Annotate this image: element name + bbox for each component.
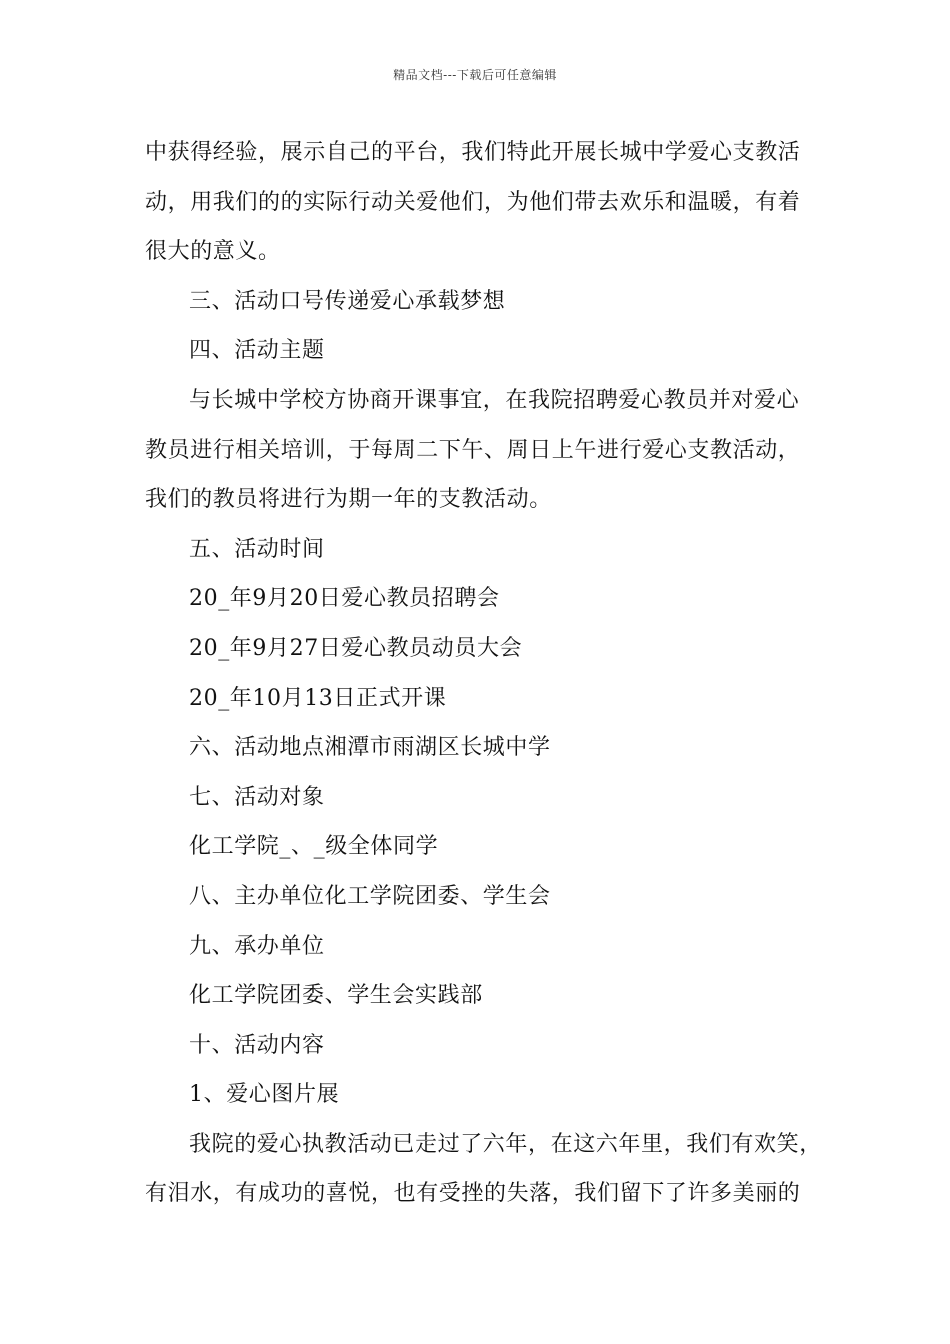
- section-heading-slogan: 三、活动口号传递爱心承载梦想: [189, 288, 506, 314]
- paragraph-line: 动，用我们的的实际行动关爱他们，为他们带去欢乐和温暖，有着: [145, 189, 801, 215]
- paragraph-line: 很大的意义。: [145, 239, 281, 265]
- schedule-item: 20_年9月20日爱心教员招聘会: [189, 586, 500, 612]
- paragraph-line: 有泪水，有成功的喜悦，也有受挫的失落，我们留下了许多美丽的: [145, 1181, 801, 1207]
- subsection-heading: 1、爱心图片展: [189, 1082, 340, 1108]
- paragraph-line: 教员进行相关培训，于每周二下午、周日上午进行爱心支教活动，: [145, 437, 801, 463]
- section-heading-content: 十、活动内容: [189, 1032, 325, 1058]
- paragraph-line: 化工学院_、_级全体同学: [189, 834, 439, 860]
- section-heading-audience: 七、活动对象: [189, 784, 325, 810]
- section-heading-organizer: 九、承办单位: [189, 933, 325, 959]
- paragraph-line: 化工学院团委、学生会实践部: [189, 983, 483, 1009]
- section-heading-host: 八、主办单位化工学院团委、学生会: [189, 883, 551, 909]
- document-body: [145, 128, 835, 1219]
- paragraph-line: 与长城中学校方协商开课事宜，在我院招聘爱心教员并对爱心: [189, 387, 800, 413]
- schedule-item: 20_年10月13日正式开课: [189, 685, 447, 711]
- section-heading-time: 五、活动时间: [189, 536, 325, 562]
- paragraph-line: 我院的爱心执教活动已走过了六年，在这六年里，我们有欢笑，: [189, 1131, 822, 1157]
- section-heading-location: 六、活动地点湘潭市雨湖区长城中学: [189, 735, 551, 761]
- paragraph-line: 中获得经验，展示自己的平台，我们特此开展长城中学爱心支教活: [145, 140, 801, 165]
- schedule-item: 20_年9月27日爱心教员动员大会: [189, 635, 523, 661]
- page-header: 精品文档---下载后可任意编辑: [393, 68, 557, 82]
- section-heading-theme: 四、活动主题: [189, 338, 325, 364]
- paragraph-line: 我们的教员将进行为期一年的支教活动。: [145, 487, 552, 513]
